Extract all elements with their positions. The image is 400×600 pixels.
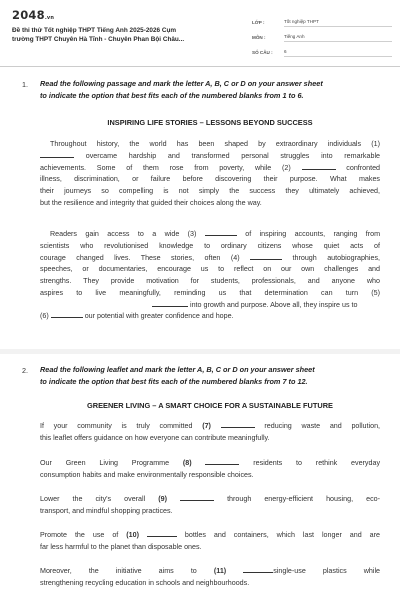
logo-suffix: .vn — [44, 15, 55, 21]
instruction-line: to indicate the option that best fits each of the numbered blanks from 1 to 6. — [40, 90, 304, 100]
text-line: strengthening recycling education in schools and neighbourhoods. — [40, 578, 250, 587]
meta-count-label: SỐ CÂU : — [252, 50, 273, 55]
text-line: overcame hardship and transformed personal struggles into remarkable — [40, 151, 380, 163]
answer-blank[interactable] — [250, 253, 282, 260]
leaflet-item — [40, 530, 380, 554]
blank-number: (7) — [202, 422, 211, 430]
text-line: transport, and mindful shopping practices. — [40, 506, 173, 515]
passage-paragraph — [40, 229, 380, 323]
logo-main: 2048 — [12, 8, 45, 22]
exam-meta — [252, 12, 392, 57]
blank-number: (11) — [213, 567, 227, 575]
answer-blank[interactable] — [205, 458, 239, 465]
text-line: Promote the use of (10) bottles and containers, which last longer and are — [40, 531, 380, 539]
text-line: If your community is truly committed (7) reducing waste and pollution, — [40, 422, 381, 430]
answer-blank[interactable] — [40, 151, 74, 158]
text-line: illness, discrimination, or failure before discovering their purpose. What makes — [40, 175, 380, 184]
meta-class-value: Tốt nghiệp THPT — [284, 19, 392, 27]
text-line: (6) our potential with greater confidence and hope. — [40, 312, 234, 321]
meta-subject-row — [252, 27, 392, 42]
meta-subject-label: MÔN : — [252, 35, 266, 40]
question-number: 1. — [22, 80, 28, 89]
document-header — [0, 0, 400, 64]
exam-title-line1: Đề thi thử Tốt nghiệp THPT Tiếng Anh 2025-2026 Cụm — [12, 27, 177, 34]
answer-blank[interactable] — [147, 530, 177, 537]
text-line: Throughout history, the world has been shaped by extraordinary individuals (1) — [50, 140, 380, 148]
exam-title-line2: trường THPT Chuyên Hà Tĩnh - Chuyên Phan Bội Châu... — [12, 36, 185, 44]
answer-blank[interactable] — [180, 494, 214, 501]
text-line: Moreover, the initiative aims to (11) single-use plastics while — [40, 567, 381, 575]
leaflet-item — [40, 494, 380, 518]
text-line: courage changed lives. These stories, often (4) through autobiographies, — [40, 253, 381, 262]
text-line: far less harmful to the planet than disposable ones. — [40, 542, 202, 551]
question-instruction — [40, 364, 382, 387]
question-instruction — [40, 78, 382, 101]
meta-class-label: LỚP : — [252, 20, 265, 25]
blank-number: (8) — [182, 459, 192, 467]
text-line: aspires to live meaningfully, reminding us that determination can turn (5) — [40, 288, 380, 297]
exam-title — [12, 26, 244, 45]
text-line: this leaflet offers guidance on how everyone can contribute meaningfully. — [40, 433, 270, 442]
text-line: scientists who revolutionised knowledge to ordinary citizens whose quiet acts of — [40, 241, 380, 250]
passage-title: INSPIRING LIFE STORIES – LESSONS BEYOND SUCCESS — [107, 118, 313, 127]
text-line: Readers gain access to a wide (3) of inspiring accounts, ranging from — [50, 230, 381, 238]
text-line: speeches, or documentaries, encourage us to reflect on our own challenges and — [40, 265, 380, 274]
text-line: into growth and purpose. Above all, they inspire us to — [40, 300, 380, 312]
text-line: achievements. Some of them rose from poverty, while (2) confronted — [40, 163, 381, 172]
passage-paragraph — [40, 139, 380, 210]
answer-blank[interactable] — [51, 311, 83, 318]
meta-subject-value: Tiếng Anh — [284, 34, 392, 42]
answer-blank[interactable] — [221, 421, 255, 428]
meta-class-row — [252, 12, 392, 27]
passage-title: GREENER LIVING – A SMART CHOICE FOR A SUSTAINABLE FUTURE — [87, 401, 333, 410]
meta-count-value: 6 — [284, 49, 392, 57]
leaflet-item — [40, 566, 380, 590]
instruction-line: Read the following passage and mark the letter A, B, C or D on your answer sheet — [40, 79, 323, 88]
instruction-line: Read the following leaflet and mark the letter A, B, C or D on your answer sheet — [40, 365, 315, 374]
header-divider — [0, 66, 400, 67]
leaflet-item — [40, 421, 380, 445]
meta-count-row — [252, 42, 392, 57]
text-line: consumption habits and make environmentally responsible choices. — [40, 470, 254, 479]
text-line: strengths. They provide motivation for students, professionals, and anyone who — [40, 277, 380, 285]
answer-blank[interactable] — [205, 229, 237, 236]
answer-blank[interactable] — [243, 566, 273, 573]
leaflet-item — [40, 458, 380, 482]
answer-blank[interactable] — [152, 300, 188, 307]
blank-number: (10) — [126, 531, 139, 539]
text-line: but the resilience and integrity that guided their choices along the way. — [40, 198, 262, 207]
question-separator — [0, 349, 400, 354]
blank-number: (9) — [158, 495, 167, 503]
answer-blank[interactable] — [302, 163, 336, 170]
text-line: their journeys so compelling is not simply the success they ultimately achieved, — [40, 187, 380, 195]
instruction-line: to indicate the option that best fits each of the numbered blanks from 7 to 12. — [40, 376, 308, 386]
text-line: Lower the city's overall (9) through energy-efficient housing, eco- — [40, 495, 381, 503]
text-line: Our Green Living Programme (8) residents to rethink everyday — [40, 459, 381, 467]
question-number: 2. — [22, 366, 28, 375]
